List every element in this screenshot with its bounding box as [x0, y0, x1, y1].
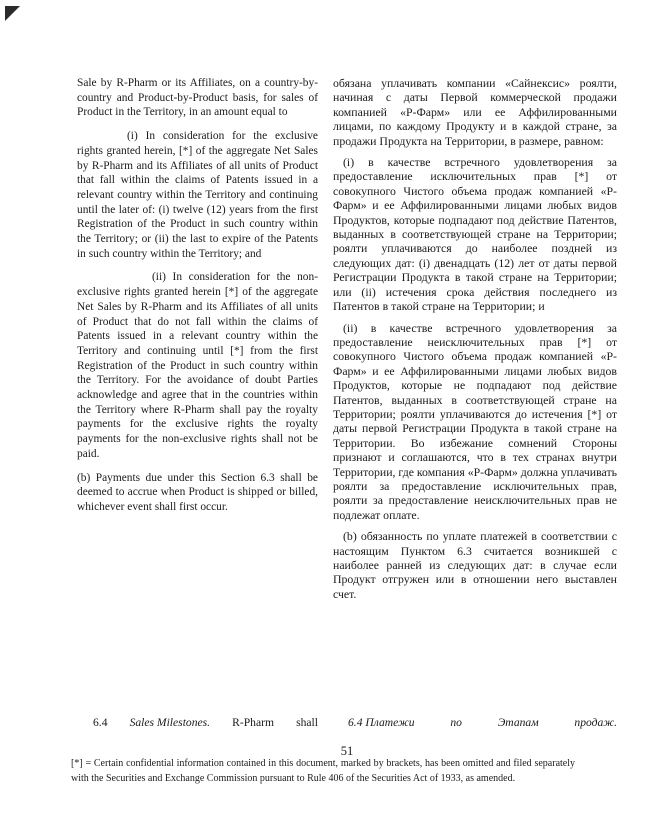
section-number-ru-value: 6.4: [348, 716, 363, 729]
page-number: 51: [340, 744, 354, 758]
section-title-ru-word-3: Этапам: [497, 716, 539, 729]
section-title-ru-word-2: по: [450, 716, 462, 729]
section-title-ru-word-1: Платежи: [365, 716, 415, 729]
corner-fold-mark: [5, 6, 20, 21]
two-column-body: [77, 76, 617, 608]
section-tail-word-1: R-Pharm: [232, 716, 274, 729]
ru-paragraph-i: (i) в качестве встречного удовлетворения за предоставление исключительных прав [*] от совокупного Чистого объема продаж компанией «Р-Фарм» и ее Аффилированными лицами любых видов Продуктов, которые подпадают под действие Патентов, выданных в соответствующей стране на Территории; роялти уплачиваются до наиболее поздней из следующих дат: (i) двенадцать (12) лет от даты первой Регистрации Продукта в такой стране на Территории; или (ii) истечения срока действия последнего из Патентов в такой стране на Территории; и: [333, 155, 617, 314]
section-title-ru-word-4: продаж.: [574, 716, 617, 729]
en-paragraph-intro: Sale by R-Pharm or its Affiliates, on a country-by-country and Product-by-Product basis, for sales of Product in the Territory, in an amount equal to: [77, 77, 318, 119]
ru-paragraph-ii: (ii) в качестве встречного удовлетворения за предоставление неисключительных прав [*] от совокупного Чистого объема продаж компанией «Р-Фарм» и ее Аффилированными лицами любых видов Продуктов, которые не подпадают под действие Патентов, выданных в соответствующей стране на Территории; роялти уплачиваются до истечения [*] от даты первой Регистрации Продукта в такой стране на Территории. Во избежание сомнений Стороны признают и соглашаются, что в тех странах внутри Территории, где компания «Р-Фарм» должна уплачивать роялти за предоставление исключительных прав, роялти за предоставление неисключительных прав не подлежат оплате.: [333, 320, 617, 522]
section-6-4-english: [77, 716, 318, 730]
en-paragraph-i: (i) In consideration for the exclusive rights granted herein, [*] of the aggregate Net Sales by R-Pharm and its Affiliates of all units of Product that fall within the claims of Patents issued in a relevant country within the Territory and continuing until the later of: (i) twelve (12) years from the first Registration of the Product in such country within the Territory; or (ii) the last to expire of the Patents in such country within the Territory; and: [77, 130, 318, 260]
ru-paragraph-intro: обязана уплачивать компании «Сайнексис» роялти, начиная с даты Первой коммерческой продажи компанией «Р-Фарм» или ее Аффилированными лицами, по каждому Продукту и в каждой стране, за продажи Продукта на Территории, в размере, равном:: [333, 76, 617, 148]
section-6-4-row: [77, 716, 617, 730]
ru-paragraph-b: (b) обязанность по уплате платежей в соответствии с настоящим Пунктом 6.3 считается возникшей с наиболее ранней из следующих дат: в случае если Продукт отгружен или в отношении него выставлен счет.: [333, 529, 617, 601]
section-title-en: Sales Milestones.: [129, 716, 211, 729]
en-paragraph-ii: (ii) In consideration for the non-exclusive rights granted herein [*] of the aggregate Net Sales by R-Pharm and its Affiliates of all units of Product that do not fall within the claims of Patents issued in a relevant country within the Territory and continuing until [*] from the first Registration of the Product in such country within the Territory. For the avoidance of doubt Parties acknowledge and agree that in the countries within the Territory where R-Pharm shall pay the royalty payments for the exclusive rights the royalty payments for the non-exclusive rights shall not be paid.: [77, 271, 318, 460]
section-6-4-russian: [333, 716, 617, 730]
english-column: [77, 76, 318, 608]
en-paragraph-b: (b) Payments due under this Section 6.3 shall be deemed to accrue when Product is shipped or billed, whichever event shall first occur.: [77, 471, 318, 513]
section-number-en: 6.4: [93, 716, 108, 729]
footnote: [*] = Certain confidential information contained in this document, marked by brackets, has been omitted and filed separately with the Securities and Exchange Commission pursuant to Rule 406 of the Securities Act of 1933, as amended.: [71, 758, 575, 784]
russian-column: [333, 76, 617, 608]
section-number-ru: [348, 716, 415, 730]
section-tail-word-2: shall: [296, 716, 318, 729]
